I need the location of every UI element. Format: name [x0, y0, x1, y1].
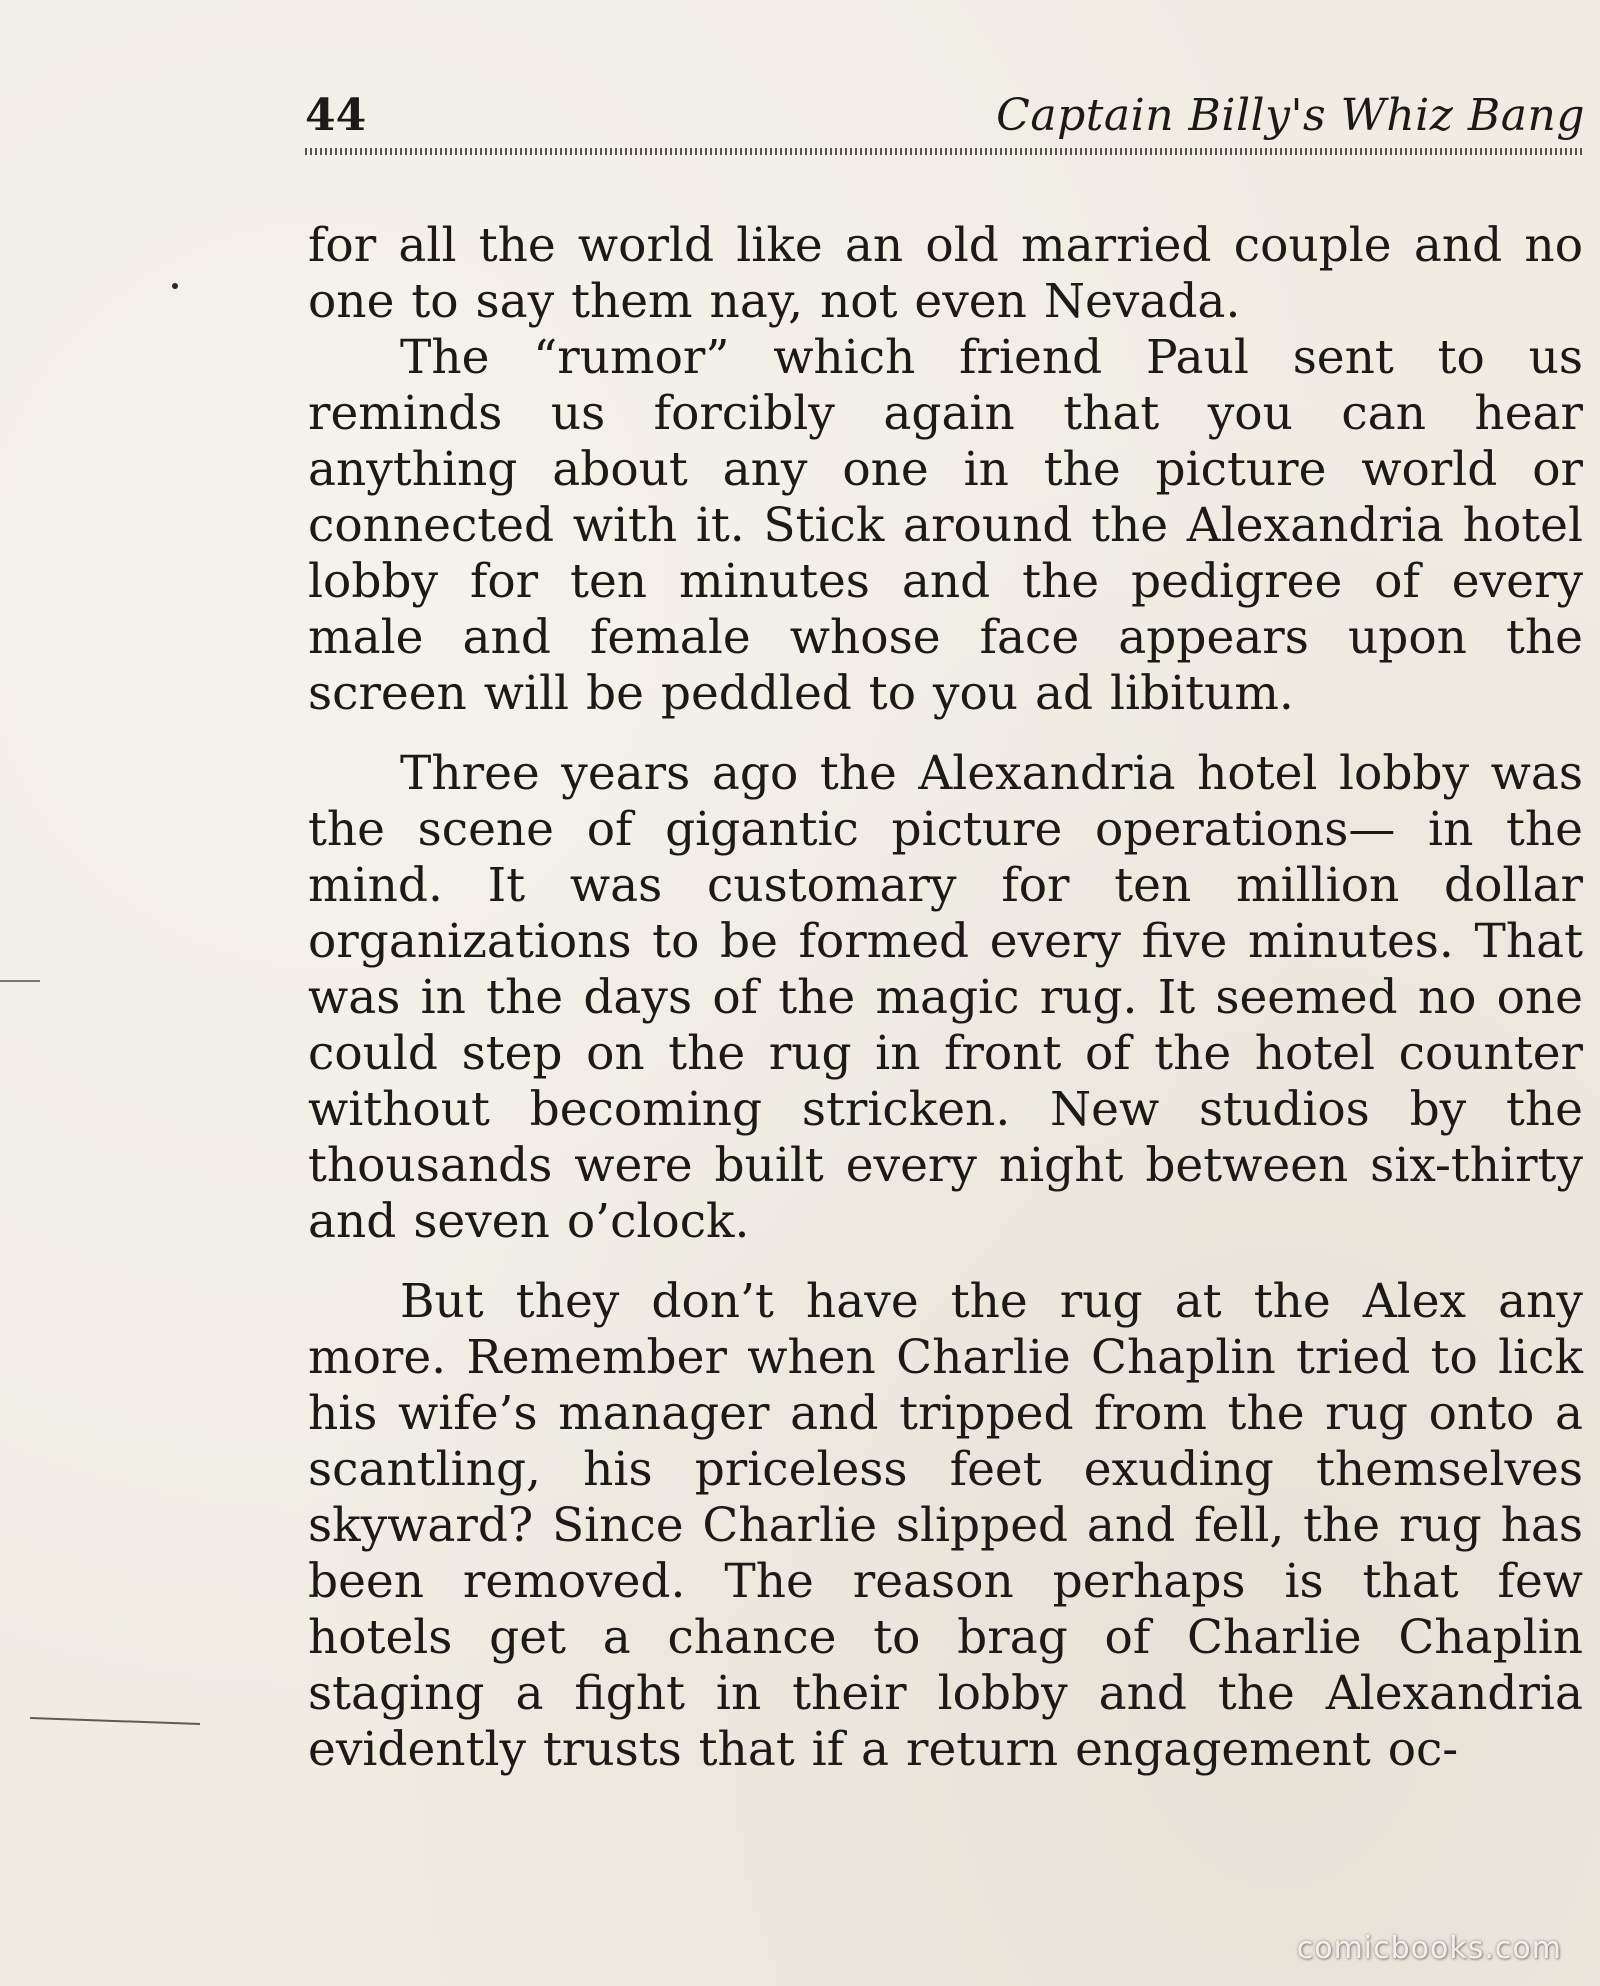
paper-crease	[30, 1717, 200, 1725]
paragraph-rug: But they don’t have the rug at the Alex any more. Remember when Charlie Chaplin tried to lick his wife’s manager and tripped from the rug onto a scantling, his priceless feet exuding themselves skyward? Since Charlie slipped and fell, the rug has been removed. The reason perhaps is that few hotels get a chance to brag of Charlie Chaplin staging a fight in their lobby and the Alexandria evidently trusts that if a return engagement oc-	[308, 1274, 1583, 1777]
edge-mark	[0, 980, 40, 982]
ink-speck	[172, 283, 178, 289]
paragraph-continued: for all the world like an old married couple and no one to say them nay, not even Nevada.	[308, 218, 1583, 329]
watermark: comicbooks.com	[1296, 1931, 1562, 1966]
paragraph-three-years-ago: Three years ago the Alexandria hotel lobby was the scene of gigantic picture operations— in the mind. It was customary for ten million dollar organizations to be formed every five minutes. That was in the days of the magic rug. It seemed no one could step on the rug in front of the hotel counter without becoming stricken. New studios by the thousands were built every night between six-thirty and seven o’clock.	[308, 746, 1583, 1249]
page-header	[305, 86, 1585, 146]
page-number: 44	[305, 90, 367, 141]
paragraph-rumor: The “rumor” which friend Paul sent to us reminds us forcibly again that you can hear anything about any one in the picture world or connected with it. Stick around the Alexandria hotel lobby for ten minutes and the pedigree of every male and female whose face appears upon the screen will be peddled to you ad libitum.	[308, 330, 1583, 721]
running-title: Captain Billy's Whiz Bang	[996, 90, 1585, 141]
article-body	[308, 218, 1583, 1778]
header-rule	[305, 148, 1585, 155]
